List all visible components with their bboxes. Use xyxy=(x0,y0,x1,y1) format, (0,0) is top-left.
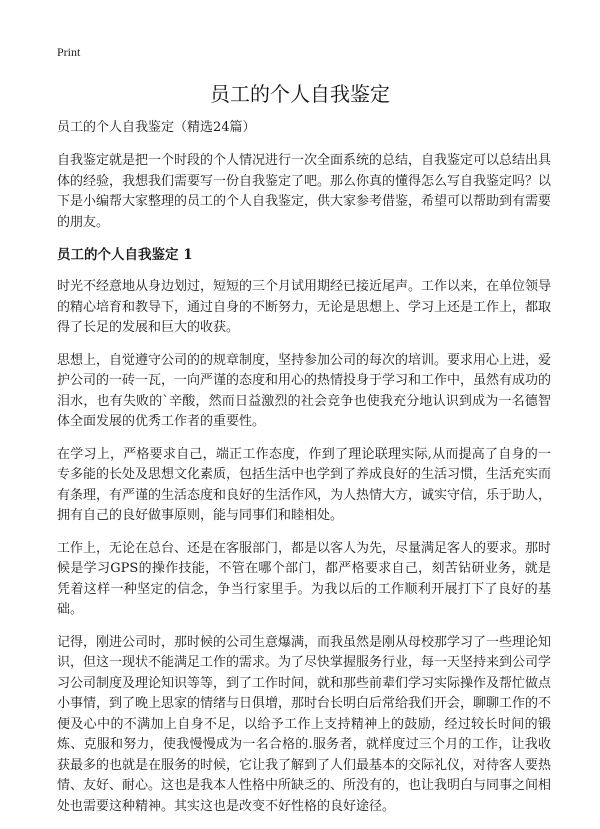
body-paragraph: 思想上，自觉遵守公司的的规章制度，坚持参加公司的每次的培训。要求用心上进，爱护公司的一砖一瓦，一向严谨的态度和用心的热情投身于学习和工作中，虽然有成功的泪水，也有失败的`辛酸，然而日益激烈的社会竞争也使我充分地认识到成为一名德智体全面发展的优秀工作者的重要性。 xyxy=(57,352,552,429)
body-paragraph: 记得，刚进公司时，那时候的公司生意爆满，而我虽然是刚从母校那学习了一些理论知识，但这一现状不能满足工作的需求。为了尽快掌握服务行业，每一天坚持来到公司学习公司制度及理论知识等等，到了工作时间，就和那些前辈们学习实际操作及帮忙做点小事情，到了晚上思家的情绪与日俱增，那时台长明白后常给我们开会，聊聊工作的不便及心中的不满加上自身不足，以给予工作上支持精神上的鼓励，经过较长时间的锻炼、克服和努力，使我慢慢成为一名合格的.服务者，就样度过三个月的工作，让我收获最多的也就是在服务的时候，它让我了解到了人们最基本的交际礼仪，对待客人要热情、友好、耐心。这也是我本人性格中所缺乏的、所没有的，也让我明白与同事之间相处也需要这种精神。其实这也是改变不好性格的良好途径。 xyxy=(57,634,552,814)
intro-paragraph: 自我鉴定就是把一个时段的个人情况进行一次全面系统的总结，自我鉴定可以总结出具体的经验，我想我们需要写一份自我鉴定了吧。那么你真的懂得怎么写自我鉴定吗？以下是小编帮大家整理的员工的个人自我鉴定，供大家参考借鉴，希望可以帮助到有需要的朋友。 xyxy=(57,153,552,230)
body-paragraph: 工作上，无论在总台、还是在客服部门，都是以客人为先，尽量满足客人的要求。那时候是学习GPS的操作技能，不管在哪个部门，都严格要求自己，刻苦钻研业务，就是凭着这样一种坚定的信念，争当行家里手。为我以后的工作顺利开展打下了良好的基础。 xyxy=(57,540,552,617)
print-link[interactable]: Print xyxy=(57,45,81,59)
page-title: 员工的个人自我鉴定 xyxy=(210,82,390,106)
article-body xyxy=(57,118,551,829)
body-paragraph: 时光不经意地从身边划过，短短的三个月试用期经已接近尾声。工作以来，在单位领导的精心培育和教导下，通过自身的不断努力，无论是思想上、学习上还是工作上，都取得了长足的发展和巨大的收获。 xyxy=(57,279,552,335)
section-heading: 员工的个人自我鉴定 1 xyxy=(57,247,193,263)
article-subtitle: 员工的个人自我鉴定（精选24篇） xyxy=(57,120,256,135)
body-paragraph: 在学习上，严格要求自己，端正工作态度，作到了理论联理实际,从而提高了自身的一专多能的长处及思想文化素质，包括生活中也学到了养成良好的生活习惯，生活充实而有条理，有严谨的生活态度和良好的生活作风，为人热情大方，诚实守信，乐于助人，拥有自己的良好做事原则，能与同事们和睦相处。 xyxy=(57,446,552,523)
